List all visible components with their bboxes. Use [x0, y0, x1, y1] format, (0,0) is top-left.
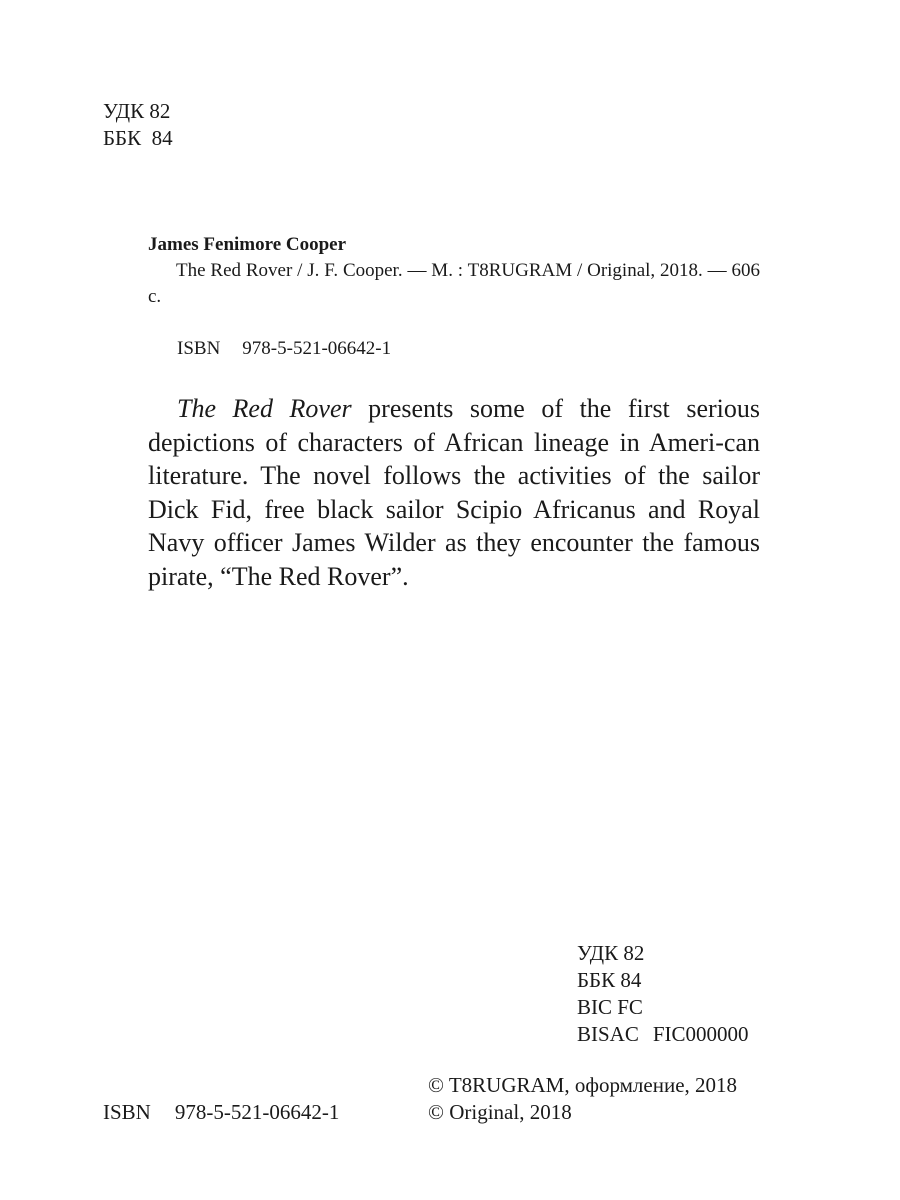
bibliographic-description: The Red Rover / J. F. Cooper. — M. : T8RUGRAM / Original, 2018. — 606 c.	[148, 260, 760, 307]
bisac-label: BISAC	[577, 1022, 639, 1046]
annotation-book-title: The Red Rover	[177, 394, 352, 423]
bbk-code: ББК 84	[577, 968, 642, 992]
copyright-line-2: © Original, 2018	[428, 1100, 572, 1124]
bbk-code: ББК 84	[103, 126, 173, 150]
annotation-text: presents some of the first serious depictions of characters of African lineage in Ameri-can literature. The novel follows the activities of the sailor Dick Fid, free black sailor Scipio Africanus and Royal Navy officer James Wilder as they encounter the famous pirate, “The Red Rover”.	[148, 394, 760, 591]
copyright-line-1: © T8RUGRAM, оформление, 2018	[428, 1073, 738, 1097]
classification-codes-top	[103, 98, 173, 152]
isbn-bottom	[103, 1099, 339, 1126]
isbn-number: 978-5-521-06642-1	[242, 338, 392, 359]
copyright-block	[428, 1072, 737, 1126]
isbn-number: 978-5-521-06642-1	[174, 1100, 340, 1124]
bisac-value: FIC000000	[652, 1022, 749, 1046]
isbn-top	[177, 336, 391, 362]
isbn-label: ISBN	[177, 338, 221, 359]
bisac-code	[577, 1021, 749, 1048]
annotation-paragraph	[148, 392, 760, 593]
udk-code: УДК 82	[103, 99, 171, 123]
classification-codes-bottom	[577, 940, 749, 1048]
isbn-label: ISBN	[103, 1100, 151, 1124]
udk-code: УДК 82	[577, 941, 645, 965]
bic-code: BIC FC	[577, 995, 643, 1019]
author-name: James Fenimore Cooper	[148, 234, 347, 255]
